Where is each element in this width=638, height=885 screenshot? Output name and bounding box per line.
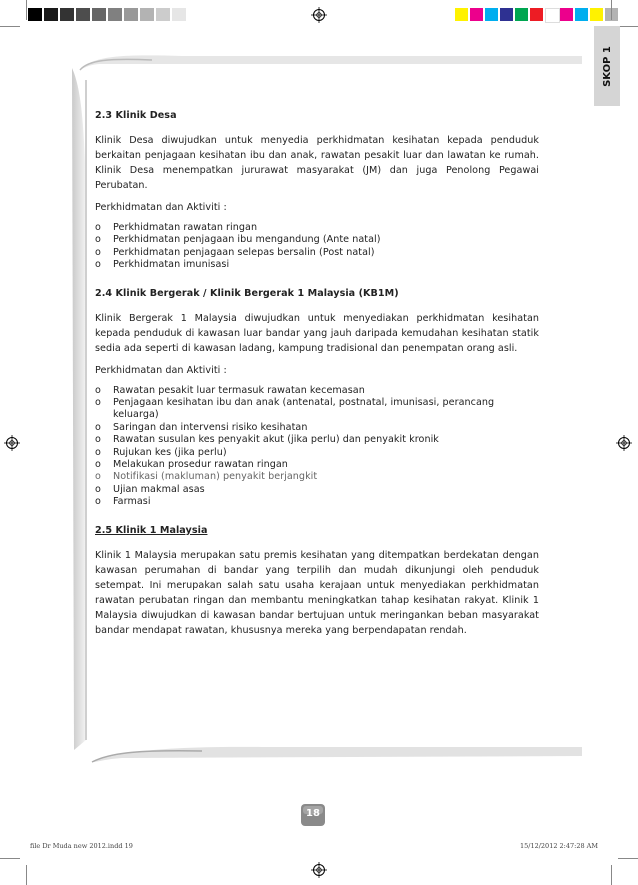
crop-mark: [0, 858, 20, 859]
list-item: o Rujukan kes (jika perlu): [95, 446, 227, 458]
list-item: o Perkhidmatan penjagaan ibu mengandung (Ante natal): [95, 234, 381, 246]
process-swatch: [560, 8, 573, 21]
gray-swatch: [156, 8, 170, 21]
process-swatch: [515, 8, 528, 21]
bullet-icon: o: [95, 459, 101, 471]
process-swatch: [455, 8, 468, 21]
process-swatch: [575, 8, 588, 21]
bullet-icon: o: [95, 434, 101, 446]
crop-mark: [26, 0, 27, 20]
list-item: o Saringan dan intervensi risiko kesihatan: [95, 421, 308, 433]
bullet-icon: o: [95, 234, 101, 246]
list-item: o Rawatan susulan kes penyakit akut (jika perlu) dan penyakit kronik: [95, 434, 439, 446]
section-tab-label-wrap: [597, 32, 617, 100]
section-klinik-bergerak: [95, 286, 539, 509]
section-paragraph: Klinik Desa diwujudkan untuk menyedia perkhidmatan kesihatan kepada penduduk berkaitan penjagaan kesihatan ibu dan anak, rawatan pesakit luar dan lawatan ke rumah. Klinik Desa menempatkan jururawat masyarakat (JM) dan juga Penolong Pegawai Perubatan.: [95, 135, 539, 191]
section-paragraph: Klinik 1 Malaysia merupakan satu premis kesihatan yang ditempatkan berdekatan dengan kawasan perumahan di bandar yang terpilih dan mudah dikunjungi oleh penduduk setempat. Ini merupakan salah satu usaha kerajaan untuk menyediakan perkhidmatan rawatan perubatan ringan dan membantu meningkatkan tahap kesihatan rakyat. Klinik 1 Malaysia diwujudkan di kawasan bandar bertujuan untuk meringankan beban masyarakat bandar mendapat rawatan, khususnya mereka yang berpendapatan rendah.: [95, 549, 539, 636]
gray-swatch: [60, 8, 74, 21]
list-item: o Penjagaan kesihatan ibu dan anak (antenatal, postnatal, imunisasi, perancang keluarga): [95, 397, 495, 421]
list-item: o Melakukan prosedur rawatan ringan: [95, 459, 288, 471]
registration-mark-icon: [616, 435, 632, 451]
bullet-icon: o: [95, 421, 101, 433]
list-item: o Ujian makmal asas: [95, 483, 205, 495]
gray-swatch: [28, 8, 42, 21]
process-swatch: [545, 8, 560, 23]
services-list: [95, 222, 539, 272]
crop-mark: [618, 858, 638, 859]
section-klinik-desa: [95, 108, 539, 272]
list-item: o Notifikasi (makluman) penyakit berjangkit: [95, 471, 318, 483]
section-paragraph: Klinik Bergerak 1 Malaysia diwujudkan untuk menyediakan perkhidmatan kesihatan kepada penduduk di kawasan luar bandar yang jauh daripada kemudahan kesihatan statik sedia ada seperti di kawasan ladang, kampung tradisional dan penempatan orang asli.: [95, 312, 539, 354]
services-label: Perkhidmatan dan Aktiviti :: [95, 364, 227, 376]
crop-mark: [611, 865, 612, 885]
bullet-icon: o: [95, 446, 101, 458]
section-klinik-1-malaysia: [95, 523, 539, 638]
page-content: [95, 108, 539, 638]
gray-swatch: [108, 8, 122, 21]
gray-colorbar: [28, 8, 188, 21]
section-tab-label: SKOP 1: [601, 45, 613, 87]
list-item: o Rawatan pesakit luar termasuk rawatan kecemasan: [95, 384, 365, 396]
section-heading: 2.4 Klinik Bergerak / Klinik Bergerak 1 Malaysia (KB1M): [95, 287, 399, 299]
registration-mark-icon: [4, 435, 20, 451]
date-slug: 15/12/2012 2:47:28 AM: [520, 842, 599, 850]
file-slug: file Dr Muda new 2012.indd 19: [30, 842, 133, 850]
section-heading: 2.3 Klinik Desa: [95, 110, 177, 121]
bullet-icon: o: [95, 483, 101, 495]
process-swatch: [500, 8, 513, 21]
section-heading: 2.5 Klinik 1 Malaysia: [95, 524, 208, 536]
list-item: o Perkhidmatan penjagaan selepas bersalin (Post natal): [95, 246, 375, 258]
process-swatch: [485, 8, 498, 21]
gray-swatch: [44, 8, 58, 21]
bullet-icon: o: [95, 259, 101, 271]
page-number: 18: [306, 808, 320, 819]
list-item: o Farmasi: [95, 496, 151, 508]
gray-swatch: [140, 8, 154, 21]
bullet-icon: o: [95, 397, 101, 409]
gray-swatch: [92, 8, 106, 21]
bullet-icon: o: [95, 471, 101, 483]
bullet-icon: o: [95, 222, 101, 233]
registration-mark-icon: [311, 7, 327, 23]
services-label: Perkhidmatan dan Aktiviti :: [95, 202, 227, 213]
gray-swatch: [76, 8, 90, 21]
bullet-icon: o: [95, 246, 101, 258]
crop-mark: [618, 26, 638, 27]
registration-mark-icon: [311, 862, 327, 878]
bullet-icon: o: [95, 384, 101, 396]
bullet-icon: o: [95, 496, 101, 508]
list-item: o Perkhidmatan imunisasi: [95, 259, 230, 271]
gray-swatch: [172, 8, 186, 21]
gray-swatch: [124, 8, 138, 21]
list-item: o Perkhidmatan rawatan ringan: [95, 222, 258, 233]
crop-mark: [611, 0, 612, 20]
process-colorbar: [455, 8, 625, 21]
process-swatch: [530, 8, 543, 21]
services-list: [95, 385, 539, 509]
crop-mark: [0, 26, 20, 27]
process-swatch: [590, 8, 603, 21]
crop-mark: [26, 865, 27, 885]
process-swatch: [470, 8, 483, 21]
